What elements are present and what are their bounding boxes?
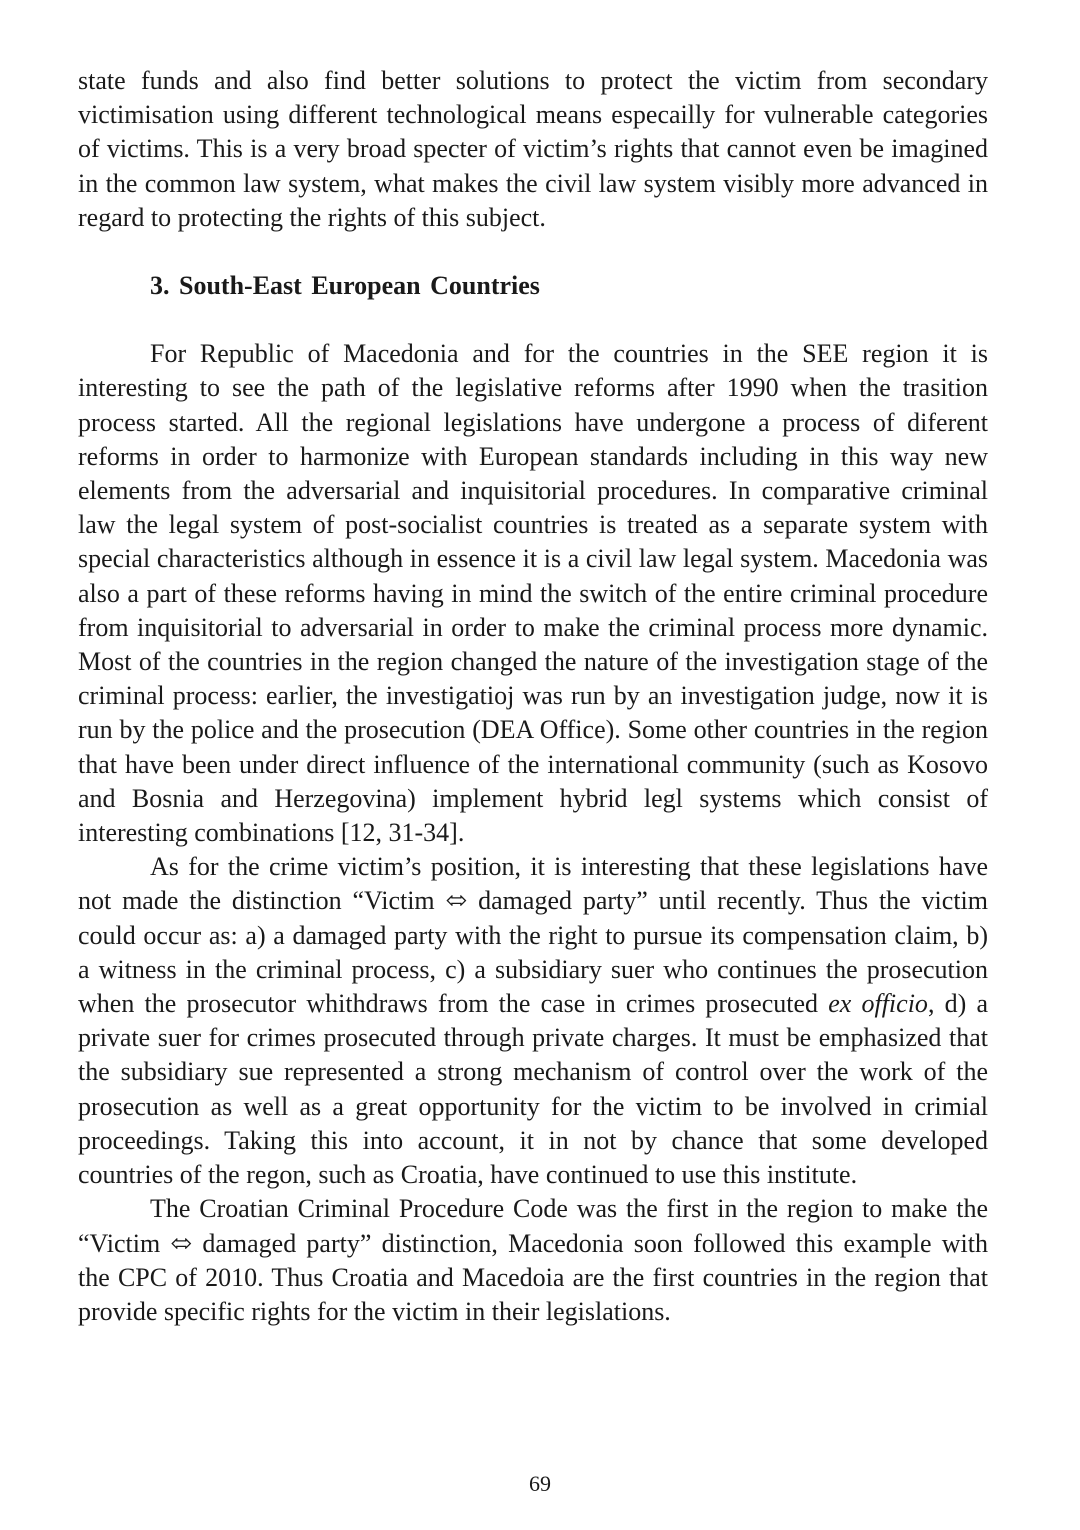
paragraph-1: For Republic of Macedonia and for the countries in the SEE region it is interesting to see the path of the legislative reforms after 1990 when the trasition process started. All the regional legislations have undergone a process of diferent reforms in order to harmonize with European standards including in this way new elements from the adversarial and inquisitorial procedures. In comparative criminal law the legal system of post-socialist countries is treated as a separate system with special characteristics although in essence it is a civil law legal system. Macedonia was also a part of these reforms having in mind the switch of the entire criminal procedure from inquisitorial to adversarial in order to make the criminal process more dynamic. Most of the countries in the region changed the nature of the investigation stage of the criminal process: earlier, the investigatioj was run by an investigation judge, now it is run by the police and the prosecution (DEA Office). Some other countries in the region that have been under direct influence of the international community (such as Kosovo and Bosnia and Herzegovina) implement hybrid legl systems which consist of interesting combinations [12, 31-34]. [78,339,988,848]
intro-paragraph: state funds and also find better solutions to protect the victim from secondary victimisation using different technological means especailly for vulnerable categories of victims. This is a very broad specter of victim’s rights that cannot even be imagined in the common law system, what makes the civil law system visibly more advanced in regard to protecting the rights of this subject. [78,66,988,232]
section-heading: 3. South-East European Countries [150,271,540,301]
page-number: 69 [529,1471,551,1496]
paragraph-2-italic-term: ex officio [828,989,928,1019]
document-page [78,64,988,1329]
paragraph-2-text-start: As for the crime victim’s position, it is interesting that these legislations have not made the distinction “Victim ⬄ damaged party” until recently. Thus the victim could occur as: a) a damaged party with the right to pursue its compensation claim, b) a witness in the criminal process, c) a subsidiary suer who continues the prosecution when the prosecutor whithdraws from the case in crimes prosecuted [78,852,988,1019]
paragraph-2 [78,850,988,1192]
paragraph-2-text-end: , d) a private suer for crimes prosecuted through private charges. It must be emphasized that the subsidiary sue represented a strong mechanism of control over the work of the prosecution as well as a great opportunity for the victim to be involved in crimial proceedings. Taking this into account, it in not by chance that some developed countries of the regon, such as Croatia, have continued to use this institute. [78,989,989,1190]
paragraph-3: The Croatian Criminal Procedure Code was the first in the region to make the “Victim ⬄ damaged party” distinction, Macedonia soon followed this example with the CPC of 2010. Thus Croatia and Macedoia are the first countries in the region that provide specific rights for the victim in their legislations. [78,1194,988,1326]
